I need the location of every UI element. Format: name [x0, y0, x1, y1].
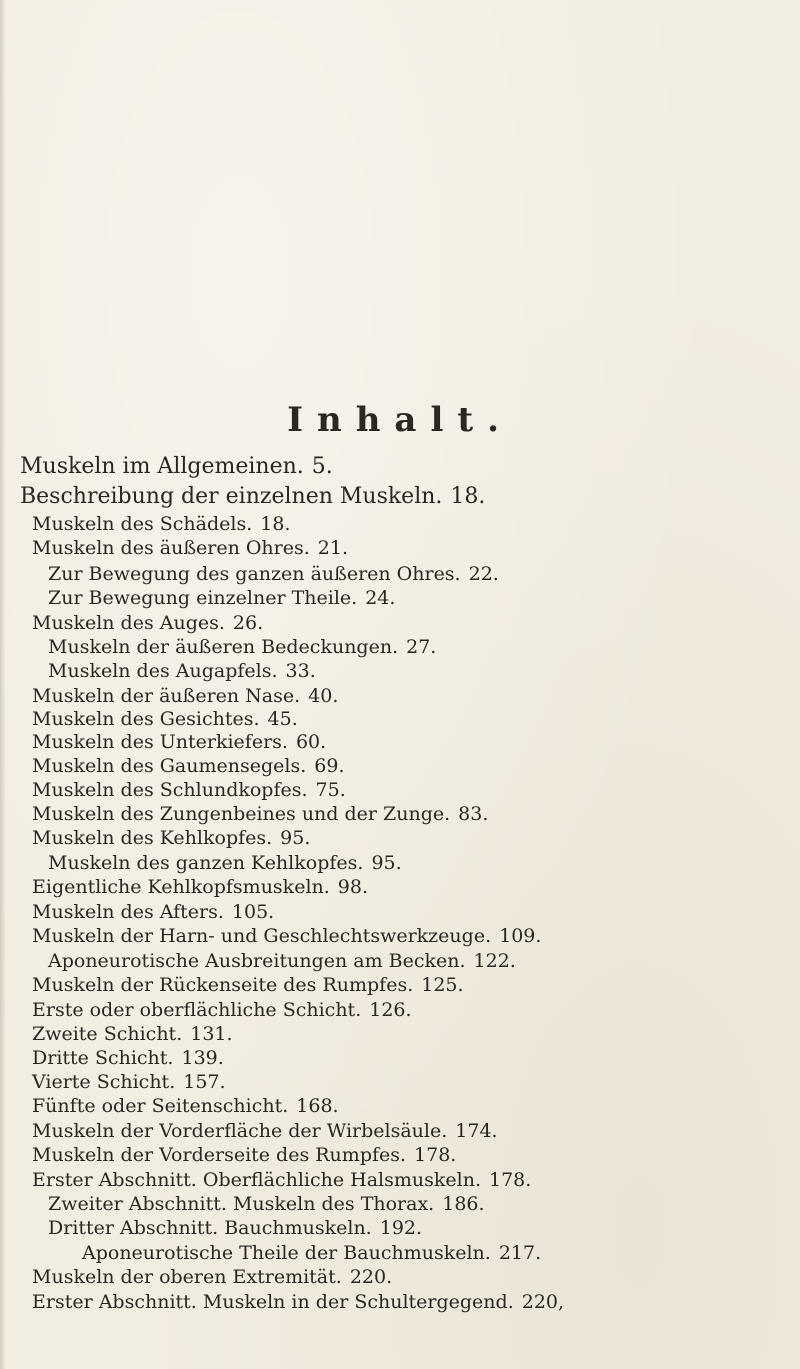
toc-entry: Muskeln des Schädels. 18.	[32, 513, 291, 535]
toc-entry: Zweite Schicht. 131.	[32, 1023, 233, 1045]
page-edge-shadow	[0, 0, 6, 1369]
toc-entry: Muskeln der äußeren Bedeckungen. 27.	[48, 636, 437, 658]
toc-entry: Muskeln des Unterkiefers. 60.	[32, 731, 327, 753]
toc-entry: Muskeln der oberen Extremität. 220.	[32, 1266, 393, 1288]
toc-entry: Zur Bewegung einzelner Theile. 24.	[48, 587, 396, 609]
toc-entry: Muskeln im Allgemeinen. 5.	[20, 454, 333, 479]
toc-entry: Dritte Schicht. 139.	[32, 1047, 224, 1069]
toc-entry: Muskeln der Vorderseite des Rumpfes. 178.	[32, 1144, 457, 1166]
toc-entry: Beschreibung der einzelnen Muskeln. 18.	[20, 484, 486, 509]
toc-entry: Aponeurotische Ausbreitungen am Becken. 122.	[48, 950, 516, 972]
toc-entry: Muskeln des ganzen Kehlkopfes. 95.	[48, 852, 402, 874]
toc-entry: Muskeln des Auges. 26.	[32, 612, 264, 634]
toc-entry: Muskeln des äußeren Ohres. 21.	[32, 537, 349, 559]
toc-entry: Dritter Abschnitt. Bauchmuskeln. 192.	[48, 1217, 423, 1239]
page-title: Inhalt.	[287, 400, 513, 440]
toc-entry: Eigentliche Kehlkopfsmuskeln. 98.	[32, 876, 369, 898]
toc-entry: Fünfte oder Seitenschicht. 168.	[32, 1095, 339, 1117]
toc-entry: Erster Abschnitt. Muskeln in der Schultergegend. 220,	[32, 1291, 565, 1313]
toc-entry: Muskeln des Afters. 105.	[32, 901, 275, 923]
toc-entry: Aponeurotische Theile der Bauchmuskeln. 217.	[82, 1242, 542, 1264]
toc-entry: Zweiter Abschnitt. Muskeln des Thorax. 186.	[48, 1193, 485, 1215]
toc-entry: Muskeln der Harn- und Geschlechtswerkzeuge. 109.	[32, 925, 542, 947]
toc-entry: Muskeln der Vorderfläche der Wirbelsäule. 174.	[32, 1120, 498, 1142]
toc-entry: Muskeln des Kehlkopfes. 95.	[32, 827, 311, 849]
toc-entry: Muskeln des Gaumensegels. 69.	[32, 755, 345, 777]
toc-entry: Vierte Schicht. 157.	[32, 1071, 226, 1093]
toc-entry: Muskeln der äußeren Nase. 40.	[32, 685, 339, 707]
toc-entry: Erste oder oberflächliche Schicht. 126.	[32, 999, 412, 1021]
toc-entry: Erster Abschnitt. Oberflächliche Halsmuskeln. 178.	[32, 1169, 532, 1191]
toc-entry: Muskeln des Zungenbeines und der Zunge. 83.	[32, 803, 489, 825]
toc-entry: Muskeln des Augapfels. 33.	[48, 660, 316, 682]
toc-entry: Muskeln des Schlundkopfes. 75.	[32, 779, 346, 801]
toc-entry: Zur Bewegung des ganzen äußeren Ohres. 22.	[48, 563, 499, 585]
toc-entry: Muskeln des Gesichtes. 45.	[32, 708, 298, 730]
toc-entry: Muskeln der Rückenseite des Rumpfes. 125.	[32, 974, 464, 996]
